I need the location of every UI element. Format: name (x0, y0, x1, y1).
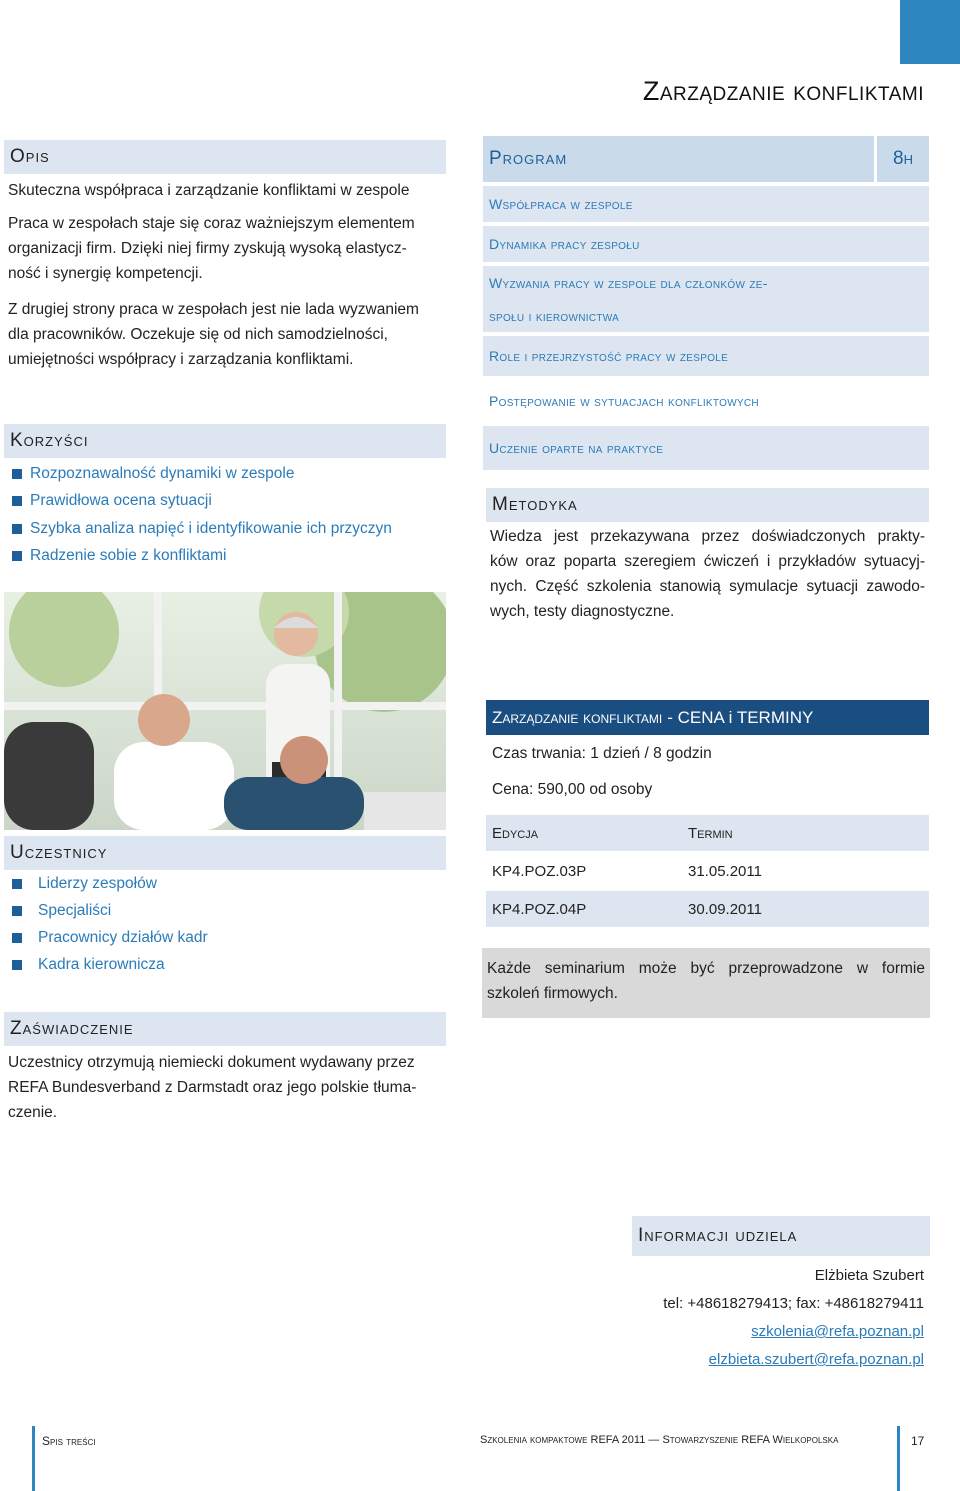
zaswiadczenie-line3: czenie. (8, 1104, 58, 1121)
program-item: Uczenie oparte na praktyce (483, 426, 929, 470)
table-row (486, 891, 929, 927)
email-link-szkolenia[interactable]: szkolenia@refa.poznan.pl (751, 1323, 924, 1340)
list-item: Szybka analiza napięć i identyfikowanie ich przyczyn (12, 515, 438, 543)
opis-para2-line3: umiejętności współpracy i zarządzania konfliktami. (8, 351, 354, 368)
footer-toc-link[interactable]: Spis treści (42, 1434, 96, 1448)
opis-para2-line2: dla pracowników. Oczekuje się od nich samodzielności, (8, 326, 388, 343)
list-item: Prawidłowa ocena sytuacji (12, 488, 438, 516)
square-bullet-icon (12, 469, 22, 479)
zaswiadczenie-section (4, 1012, 446, 1125)
kontakt-name: Elżbieta Szubert (814, 1267, 924, 1284)
table-row (486, 851, 929, 891)
square-bullet-icon (12, 933, 22, 943)
page-number: 17 (911, 1434, 925, 1448)
opis-para1-line2: organizacji firm. Dzięki niej firmy zyskują wysoką elastycz- (8, 240, 407, 257)
uczestnicy-list (4, 870, 446, 978)
metodyka-line3: nych. Część szkolenia stanowią symulacje sytuacji zawodo- (490, 578, 925, 595)
opis-para2-line1: Z drugiej strony praca w zespołach jest nie lada wyzwaniem (8, 301, 419, 318)
col-termin: Termin (688, 824, 733, 842)
cena-heading-course: Zarządzanie konfliktami (492, 707, 663, 727)
opis-lead: Skuteczna współpraca i zarządzanie konfliktami w zespole (8, 182, 410, 199)
cena-heading (486, 700, 929, 735)
cena-czas: Czas trwania: 1 dzień / 8 godzin (492, 744, 712, 762)
kontakt-section (632, 1216, 930, 1256)
list-item: Specjaliści (12, 897, 438, 924)
zaswiadczenie-heading: Zaświadczenie (4, 1012, 446, 1046)
seminar-photo (4, 592, 446, 830)
program-section (483, 136, 929, 474)
edycja-cell: KP4.POZ.04P (492, 900, 587, 918)
program-header (483, 136, 929, 182)
opis-heading: Opis (4, 140, 446, 174)
footer-divider-right (897, 1426, 900, 1491)
cena-cena: Cena: 590,00 od osoby (492, 780, 653, 798)
square-bullet-icon (12, 906, 22, 916)
program-item-line: Wyzwania pracy w zespole dla członków ze- (489, 274, 768, 291)
email-link-szubert[interactable]: elzbieta.szubert@refa.poznan.pl (708, 1351, 924, 1368)
termin-cell: 30.09.2011 (688, 900, 762, 918)
program-item-line: społu i kierownictwa (489, 307, 620, 324)
col-edycja: Edycja (492, 824, 539, 842)
page-title: Zarządzanie konfliktami (642, 76, 924, 106)
korzysci-section (4, 424, 446, 572)
opis-para1-line3: ność i synergię kompetencji. (8, 265, 203, 282)
kontakt-heading: Informacji udziela (632, 1216, 930, 1256)
list-item: Radzenie sobie z konfliktami (12, 543, 438, 571)
program-heading: Program (483, 136, 874, 182)
cena-note-line1: Każde seminarium może być przeprowadzone w formie (487, 960, 925, 977)
square-bullet-icon (12, 496, 22, 506)
korzysci-heading: Korzyści (4, 424, 446, 458)
list-item: Rozpoznawalność dynamiki w zespole (12, 460, 438, 488)
cena-heading-suffix: - CENA i TERMINY (667, 707, 814, 727)
program-item-multiline (483, 266, 929, 332)
metodyka-line2: ków oraz poparta szeregiem ćwiczeń i przykładów sytuacyj- (490, 553, 925, 570)
list-item: Kadra kierownicza (12, 951, 438, 978)
metodyka-section (486, 488, 929, 624)
metodyka-line1: Wiedza jest przekazywana przez doświadczonych prakty- (490, 528, 925, 545)
uczestnicy-section (4, 836, 446, 978)
list-item: Pracownicy działów kadr (12, 924, 438, 951)
footer-divider-left (32, 1426, 35, 1491)
square-bullet-icon (12, 879, 22, 889)
cena-section (486, 700, 929, 927)
termin-cell: 31.05.2011 (688, 862, 762, 880)
korzysci-list (4, 458, 446, 572)
uczestnicy-heading: Uczestnicy (4, 836, 446, 870)
opis-para1-line1: Praca w zespołach staje się coraz ważniejszym elementem (8, 215, 415, 232)
cena-note-line2: szkoleń firmowych. (487, 985, 618, 1002)
cena-note (482, 948, 930, 1018)
seminar-photo-illustration (4, 592, 446, 830)
zaswiadczenie-line1: Uczestnicy otrzymują niemiecki dokument wydawany przez (8, 1054, 415, 1071)
list-item: Liderzy zespołów (12, 870, 438, 897)
square-bullet-icon (12, 524, 22, 534)
kontakt-phone: tel: +48618279413; fax: +48618279411 (663, 1295, 924, 1312)
program-item: Współpraca w zespole (483, 186, 929, 222)
program-item: Role i przejrzystość pracy w zespole (483, 336, 929, 376)
metodyka-line4: wych, testy diagnostyczne. (490, 603, 675, 620)
zaswiadczenie-line2: REFA Bundesverband z Darmstadt oraz jego polskie tłuma- (8, 1079, 417, 1096)
opis-section (4, 140, 446, 372)
cena-table-header (486, 815, 929, 851)
program-item: Dynamika pracy zespołu (483, 226, 929, 262)
square-bullet-icon (12, 551, 22, 561)
square-bullet-icon (12, 960, 22, 970)
footer-publication: Szkolenia kompaktowe REFA 2011 — Stowarzyszenie REFA Wielkopolska (480, 1434, 839, 1446)
program-hours: 8h (877, 136, 929, 182)
corner-accent-tab (900, 0, 960, 64)
kontakt-details (663, 1262, 924, 1374)
metodyka-heading: Metodyka (486, 488, 929, 522)
program-item: Postępowanie w sytuacjach konfliktowych (483, 380, 929, 422)
edycja-cell: KP4.POZ.03P (492, 862, 587, 880)
